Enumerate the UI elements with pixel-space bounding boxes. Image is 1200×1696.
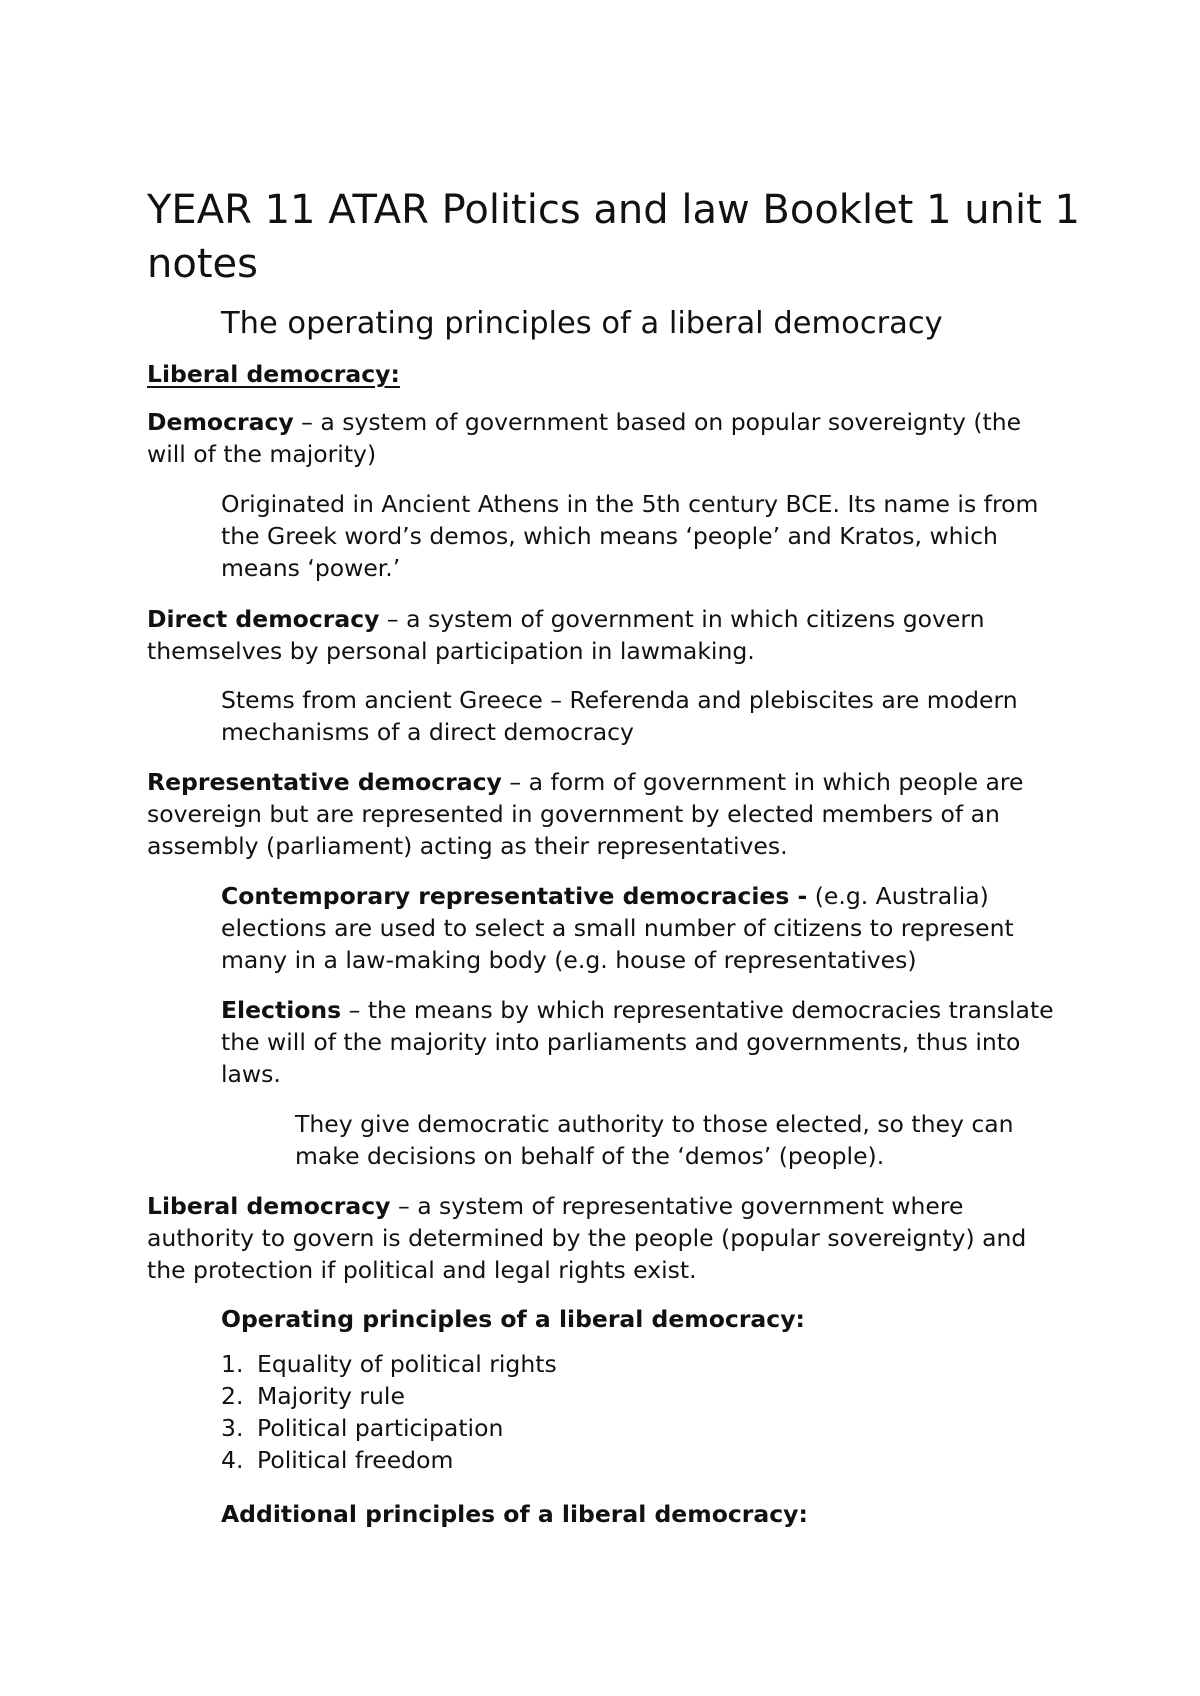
contemporary-term: Contemporary representative democracies -	[221, 882, 808, 910]
direct-democracy-definition	[147, 603, 1067, 667]
operating-principles-heading-text: Operating principles of a liberal democracy:	[221, 1305, 805, 1333]
section-heading	[147, 358, 1067, 390]
representative-democracy-definition	[147, 766, 1067, 862]
elections-text: – the means by which representative democracies translate the will of the majority into parliaments and governments, thus into laws.	[221, 996, 1054, 1088]
list-item-text: Equality of political rights	[257, 1350, 557, 1378]
list-item	[221, 1412, 1021, 1444]
elections-subnote: They give democratic authority to those elected, so they can make decisions on behalf of the ‘demos’ (people).	[295, 1110, 1014, 1170]
document-title: YEAR 11 ATAR Politics and law Booklet 1 unit 1 notes	[147, 187, 1080, 287]
list-item	[221, 1444, 1021, 1476]
contemporary-representative-note	[221, 880, 1081, 976]
additional-principles-heading	[221, 1498, 1081, 1530]
democracy-definition-text: – a system of government based on popular sovereignty (the will of the majority)	[147, 408, 1022, 468]
list-item-text: Political freedom	[257, 1446, 454, 1474]
representative-democracy-definition-text: – a form of government in which people are sovereign but are represented in government by elected members of an assembly (parliament) acting as their representatives.	[147, 768, 1024, 860]
list-item-number: 1.	[221, 1350, 244, 1378]
list-item-number: 2.	[221, 1382, 244, 1410]
list-item-text: Majority rule	[257, 1382, 405, 1410]
direct-democracy-definition-text: – a system of government in which citizens govern themselves by personal participation in lawmaking.	[147, 605, 985, 665]
list-item-number: 4.	[221, 1446, 244, 1474]
operating-principles-heading	[221, 1303, 1081, 1335]
representative-democracy-term: Representative democracy	[147, 768, 502, 796]
section-heading-text: Liberal democracy:	[147, 360, 400, 388]
direct-democracy-note: Stems from ancient Greece – Referenda and plebiscites are modern mechanisms of a direct democracy	[221, 686, 1018, 746]
democracy-definition	[147, 406, 1067, 470]
liberal-democracy-definition-text: – a system of representative government where authority to govern is determined by the people (popular sovereignty) and the protection if political and legal rights exist.	[147, 1192, 1027, 1284]
elections-term: Elections	[221, 996, 342, 1024]
operating-principles-list	[221, 1348, 1021, 1476]
direct-democracy-term: Direct democracy	[147, 605, 380, 633]
democracy-term: Democracy	[147, 408, 294, 436]
list-item-number: 3.	[221, 1414, 244, 1442]
liberal-democracy-term: Liberal democracy	[147, 1192, 391, 1220]
additional-principles-heading-text: Additional principles of a liberal democracy:	[221, 1500, 808, 1528]
list-item-text: Political participation	[257, 1414, 504, 1442]
list-item	[221, 1348, 1021, 1380]
elections-note	[221, 994, 1081, 1090]
contemporary-text: (e.g. Australia) elections are used to select a small number of citizens to represent many in a law-making body (e.g. house of representatives)	[221, 882, 1014, 974]
liberal-democracy-definition	[147, 1190, 1067, 1286]
democracy-note: Originated in Ancient Athens in the 5th century BCE. Its name is from the Greek word’s demos, which means ‘people’ and Kratos, which means ‘power.’	[221, 490, 1039, 582]
list-item	[221, 1380, 1021, 1412]
document-subtitle: The operating principles of a liberal democracy	[221, 306, 943, 341]
